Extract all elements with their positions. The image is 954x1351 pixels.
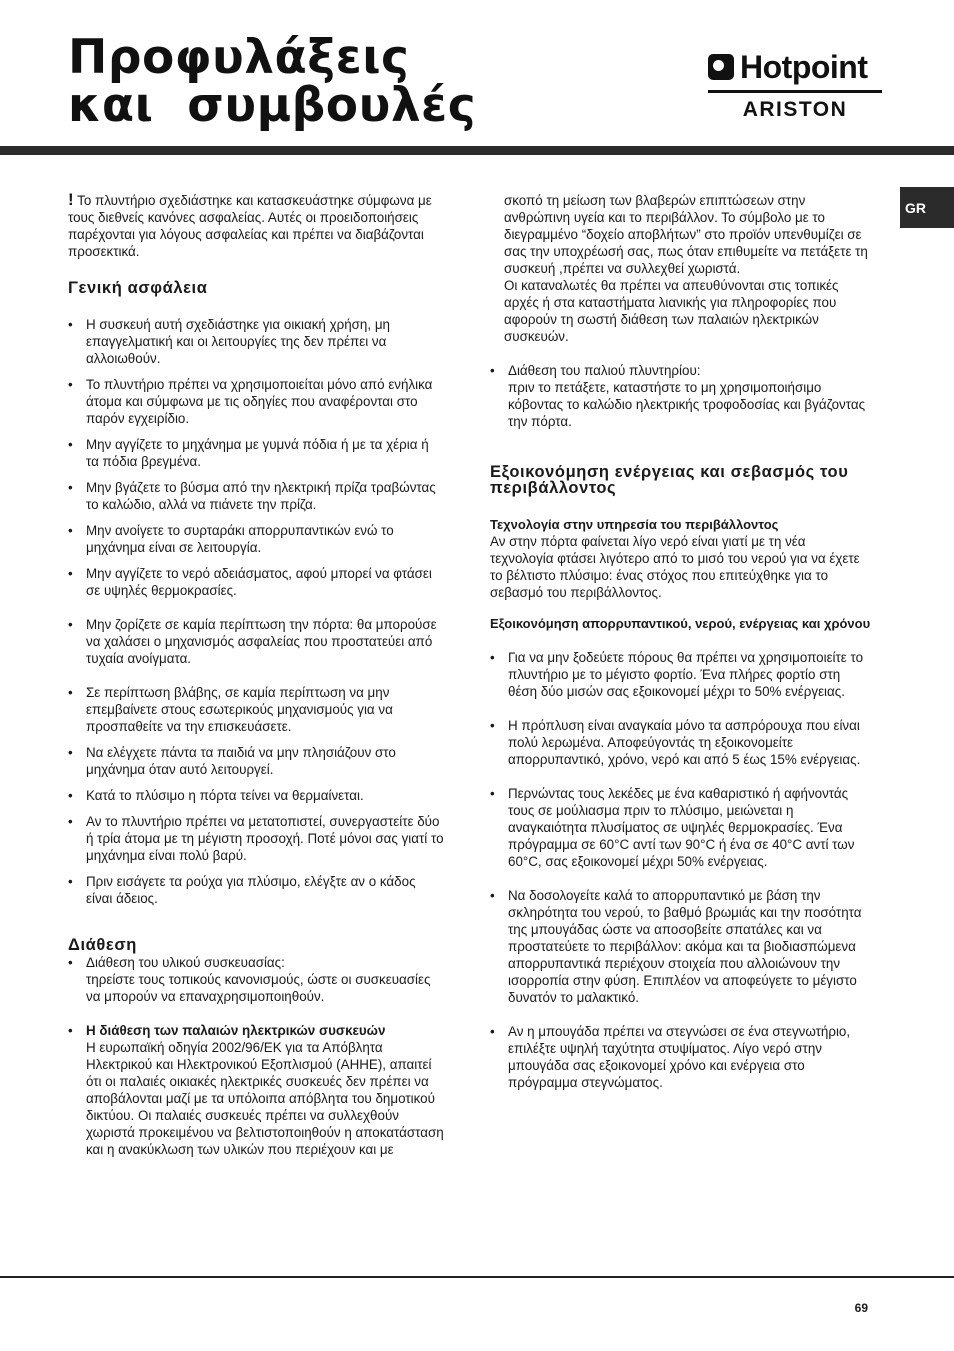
disposal-heading: Διάθεση bbox=[68, 936, 137, 954]
page-title-line-1: Προφυλάξεις bbox=[68, 30, 410, 85]
page-title-line-2: και συμβουλές bbox=[68, 78, 477, 133]
saving-list bbox=[490, 649, 872, 1091]
weee-consumers-text: Οι καταναλωτές θα πρέπει να απευθύνονται στις τοπικές αρχές ή στα καταστήματα λιανικής για πληροφορίες που αφορούν τη σωστή διάθεση των παλαιών ηλεκτρικών συσκευών. bbox=[504, 278, 839, 344]
tech-heading: Τεχνολογία στην υπηρεσία του περιβάλλοντος bbox=[490, 517, 779, 532]
old-washer-list bbox=[490, 362, 872, 430]
page-title bbox=[68, 30, 477, 133]
page-number: 69 bbox=[854, 1301, 868, 1315]
warning-icon: ! bbox=[68, 190, 74, 209]
disposal-list bbox=[68, 954, 444, 1158]
footer-rule bbox=[0, 1276, 954, 1278]
disposal-pack-text: τηρείστε τους τοπικούς κανονισμούς, ώστε οι συσκευασίες να μπορούν να επαναχρησιμοποιηθούν. bbox=[86, 972, 431, 1004]
brand-name: Hotpoint bbox=[740, 49, 868, 85]
list-item: • Κατά το πλύσιμο η πόρτα τείνει να θερμαίνεται. bbox=[68, 787, 444, 804]
weee-continued-text: σκοπό τη μείωση των βλαβερών επιπτώσεων στην ανθρώπινη υγεία και το περιβάλλον. Το σύμβολο με το διεγραμμένο “δοχείο αποβλήτων” στο προϊόν υπενθυμίζει σε σας την υποχρέωσή σας, πως όταν επιθυμείτε να πετάξετε τη συσκευή ,πρέπει να συλλεχθεί χωριστά. bbox=[504, 193, 868, 276]
disposal-pack-title: • Διάθεση του υλικού συσκευασίας: bbox=[86, 955, 285, 970]
old-washer-text: πριν το πετάξετε, καταστήστε το μη χρησιμοποιήσιμο κόβοντας το καλώδιο ηλεκτρικής τροφοδοσίας και βγάζοντας την πόρτα. bbox=[508, 380, 866, 429]
old-washer-title: • Διάθεση του παλιού πλυντηρίου: bbox=[508, 363, 701, 378]
list-item bbox=[490, 362, 872, 430]
general-safety-list bbox=[68, 316, 444, 907]
general-safety-heading: Γενική ασφάλεια bbox=[68, 279, 208, 297]
list-item: • Σε περίπτωση βλάβης, σε καμία περίπτωση να μην επεμβαίνετε στους εσωτερικούς μηχανισμούς για να προσπαθείτε να την επισκευάσετε. bbox=[68, 684, 444, 735]
header-bar bbox=[0, 146, 954, 155]
list-item: • Αν η μπουγάδα πρέπει να στεγνώσει σε ένα στεγνωτήριο, επιλέξτε υψηλή ταχύτητα στυψίματος. Λίγο νερό στην μπουγάδα σας εξοικονομεί χρόνο και ενέργεια στο πρόγραμμα στεγνώματος. bbox=[490, 1023, 872, 1091]
logo-divider bbox=[708, 90, 882, 93]
list-item: • Αν το πλυντήριο πρέπει να μετατοπιστεί, συνεργαστείτε δύο ή τρία άτομα με τη μέγιστη προσοχή. Ποτέ μόνοι σας γιατί το μηχάνημα είναι πολύ βαρύ. bbox=[68, 813, 444, 864]
list-item bbox=[68, 1022, 444, 1158]
disposal-weee-title: • Η διάθεση των παλαιών ηλεκτρικών συσκευών bbox=[86, 1023, 386, 1038]
brand-sub: ARISTON bbox=[742, 98, 848, 121]
tech-text: Αν στην πόρτα φαίνεται λίγο νερό είναι γιατί με τη νέα τεχνολογία φτάσει λιγότερο από το μισό του νερού για να έχετε το βέλτιστο πλύσιμο: ένας στόχος που επιτεύχθηκε για το σεβασμό του περιβάλλοντος. bbox=[490, 534, 860, 600]
list-item: • Μην αγγίζετε το νερό αδειάσματος, αφού μπορεί να φτάσει σε υψηλές θερμοκρασίες. bbox=[68, 565, 444, 599]
right-column bbox=[490, 192, 872, 1091]
list-item: • Μην αγγίζετε το μηχάνημα με γυμνά πόδια ή με τα χέρια ή τα πόδια βρεγμένα. bbox=[68, 436, 444, 470]
weee-continued bbox=[490, 192, 872, 345]
list-item: • Μην βγάζετε το βύσμα από την ηλεκτρική πρίζα τραβώντας το καλώδιο, αλλά να πιάνετε την πρίζα. bbox=[68, 479, 444, 513]
language-tab: GR bbox=[900, 187, 954, 228]
list-item: • Να δοσολογείτε καλά το απορρυπαντικό με βάση την σκληρότητα του νερού, το βαθμό βρωμιάς και την ποσότητα της μπουγάδας ώστε να αποσοβείτε σπατάλες και να προστατεύετε το περιβάλλον: ακόμα και τα βιοδιασπώμενα απορρυπαντικά περιέχουν στοιχεία που αλλοιώνουν την ισορροπία στην φύση. Επιπλέον να αποφεύγετε το μέγιστο δυνατόν το μαλακτικό. bbox=[490, 887, 872, 1006]
hotpoint-mark-icon bbox=[708, 54, 734, 80]
list-item: • Μην ανοίγετε το συρταράκι απορρυπαντικών ενώ το μηχάνημα είναι σε λειτουργία. bbox=[68, 522, 444, 556]
intro-paragraph bbox=[68, 191, 444, 260]
list-item bbox=[68, 954, 444, 1005]
saving-heading: Εξοικονόμηση απορρυπαντικού, νερού, ενέργειας και χρόνου bbox=[490, 616, 871, 631]
left-column bbox=[68, 191, 444, 1158]
eco-heading: Εξοικονόμηση ενέργειας και σεβασμός του περιβάλλοντος bbox=[490, 463, 849, 497]
list-item: • Μην ζορίζετε σε καμία περίπτωση την πόρτα: θα μπορούσε να χαλάσει ο μηχανισμός ασφαλείας που προστατεύει από τυχαία ανοίγματα. bbox=[68, 616, 444, 667]
list-item: • Να ελέγχετε πάντα τα παιδιά να μην πλησιάζουν στο μηχάνημα όταν αυτό λειτουργεί. bbox=[68, 744, 444, 778]
list-item: • Η πρόπλυση είναι αναγκαία μόνο τα ασπρόρουχα που είναι πολύ λερωμένα. Αποφεύγοντάς τη εξοικονομείτε απορρυπαντικό, χρόνο, νερό και από 5 έως 15% ενέργειας. bbox=[490, 717, 872, 768]
list-item: • Το πλυντήριο πρέπει να χρησιμοποιείται μόνο από ενήλικα άτομα και σύμφωνα με τις οδηγίες που αναφέρονται στο παρόν εγχειρίδιο. bbox=[68, 376, 444, 427]
list-item: • Η συσκευή αυτή σχεδιάστηκε για οικιακή χρήση, μη επαγγελματική και οι λειτουργίες της δεν πρέπει να αλλοιωθούν. bbox=[68, 316, 444, 367]
list-item: • Πριν εισάγετε τα ρούχα για πλύσιμο, ελέγξτε αν ο κάδος είναι άδειος. bbox=[68, 873, 444, 907]
list-item: • Περνώντας τους λεκέδες με ένα καθαριστικό ή αφήνοντάς τους σε μούλιασμα πριν το πλύσιμο, μειώνεται η αναγκαιότητα πλυσίματος σε υψηλές θερμοκρασίες. Ένα πρόγραμμα σε 60°C αντί των 90°C ή ένα σε 40°C αντί των 60°C, σας εξοικονομεί μέχρι 50% ενέργειας. bbox=[490, 785, 872, 870]
intro-text: Το πλυντήριο σχεδιάστηκε και κατασκευάστηκε σύμφωνα με τους διεθνείς κανόνες ασφαλείας. Αυτές οι προειδοποιήσεις παρέχονται για λόγους ασφαλείας και πρέπει να διαβάζονται προσεκτικά. bbox=[68, 193, 432, 259]
disposal-weee-text: Η ευρωπαϊκή οδηγία 2002/96/ΕΚ για τα Απόβλητα Ηλεκτρικού και Ηλεκτρονικού Εξοπλισμού (ΑΗΗΕ), απαιτεί ότι οι παλαιές οικιακές ηλεκτρικές συσκευές δεν πρέπει να αποβάλονται μαζί με τα υπόλοιπα απόβλητα του δημοτικού δικτύου. Οι παλαιές συσκευές πρέπει να συλλεχθούν χωριστά προκειμένου να βελτιστοποιηθούν η αποκατάσταση και η ανακύκλωση των υλικών που περιέχουν και με bbox=[86, 1040, 444, 1157]
list-item: • Για να μην ξοδεύετε πόρους θα πρέπει να χρησιμοποιείτε το πλυντήριο με το μέγιστο φορτίο. Ένα πλήρες φορτίο στη θέση δύο μισών σας εξοικονομεί μέχρι το 50% ενέργειας. bbox=[490, 649, 872, 700]
brand-logo bbox=[708, 50, 884, 126]
